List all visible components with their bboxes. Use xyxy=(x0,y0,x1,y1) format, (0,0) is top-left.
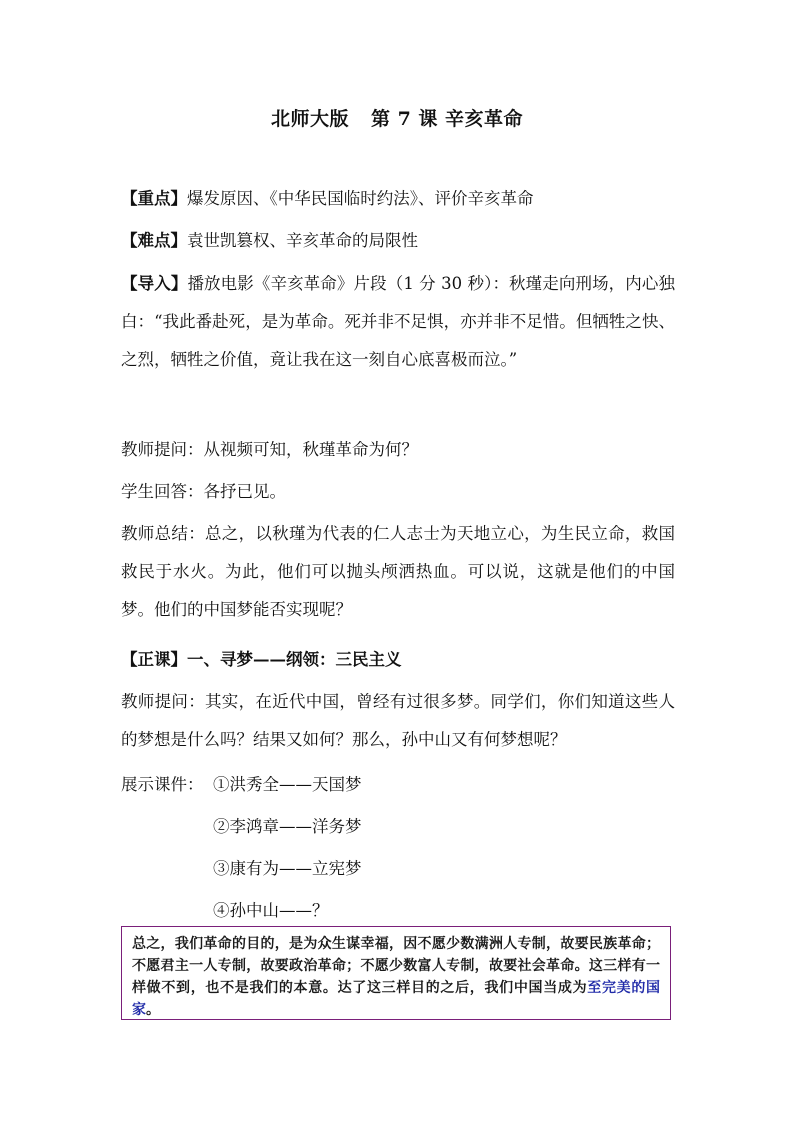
title-lesson: 第 7 课 xyxy=(370,108,438,130)
intro-text: 播放电影《辛亥革命》片段（1 分 30 秒）：秋瑾走向刑场，内心独白：“我此番赴死，是为革命。死并非不足惧，亦并非不足惜。但牺牲之快、之烈，牺牲之价值，竟让我在这一刻自心底喜极而泣。” xyxy=(121,274,676,369)
intro xyxy=(121,265,675,379)
teacher-question-2: 教师提问：其实，在近代中国，曾经有过很多梦。同学们，你们知道这些人的梦想是什么吗？结果又如何？那么，孙中山又有何梦想呢？ xyxy=(121,692,675,749)
main-lesson xyxy=(121,641,675,679)
quote-highlight: 至完美的国家 xyxy=(132,980,661,1018)
difficulties xyxy=(121,222,675,260)
student-answer: 学生回答：各抒已见。 xyxy=(121,482,286,501)
courseware-item-4: ④孙中山——？ xyxy=(213,901,329,920)
main-lesson-label: 【正课】 xyxy=(121,650,187,669)
key-points xyxy=(121,180,675,218)
key-points-label: 【重点】 xyxy=(121,189,187,208)
courseware-item-3: ③康有为——立宪梦 xyxy=(213,859,362,878)
page-title xyxy=(0,104,794,134)
intro-label: 【导入】 xyxy=(121,274,188,293)
difficulties-label: 【难点】 xyxy=(121,231,187,250)
key-points-text: 爆发原因、《中华民国临时约法》、评价辛亥革命 xyxy=(187,189,534,208)
courseware-label-text: 展示课件： xyxy=(121,775,204,794)
teacher-question-1: 教师提问：从视频可知，秋瑾革命为何？ xyxy=(121,440,418,459)
courseware-item-1: ①洪秀全——天国梦 xyxy=(213,775,362,794)
quote-text: 总之，我们革命的目的，是为众生谋幸福，因不愿少数满洲人专制，故要民族革命；不愿君主一人专制，故要政治革命；不愿少数富人专制，故要社会革命。这三样有一样做不到，也不是我们的本意。达了这三样目的之后，我们中国当成为 xyxy=(132,936,660,996)
title-publisher: 北师大版 xyxy=(270,108,349,130)
difficulties-text: 袁世凯篡权、辛亥革命的局限性 xyxy=(187,231,418,250)
teacher-summary: 教师总结：总之，以秋瑾为代表的仁人志士为天地立心，为生民立命，救国救民于水火。为此，他们可以抛头颅洒热血。可以说，这就是他们的中国梦。他们的中国梦能否实现呢？ xyxy=(121,524,675,619)
courseware-item-2: ②李鸿章——洋务梦 xyxy=(213,817,362,836)
quote-end: 。 xyxy=(146,1002,160,1018)
main-lesson-heading: 一、寻梦——纲领：三民主义 xyxy=(187,650,402,669)
courseware-label xyxy=(121,766,675,804)
quote-box xyxy=(121,926,671,1020)
title-topic: 辛亥革命 xyxy=(445,108,524,130)
